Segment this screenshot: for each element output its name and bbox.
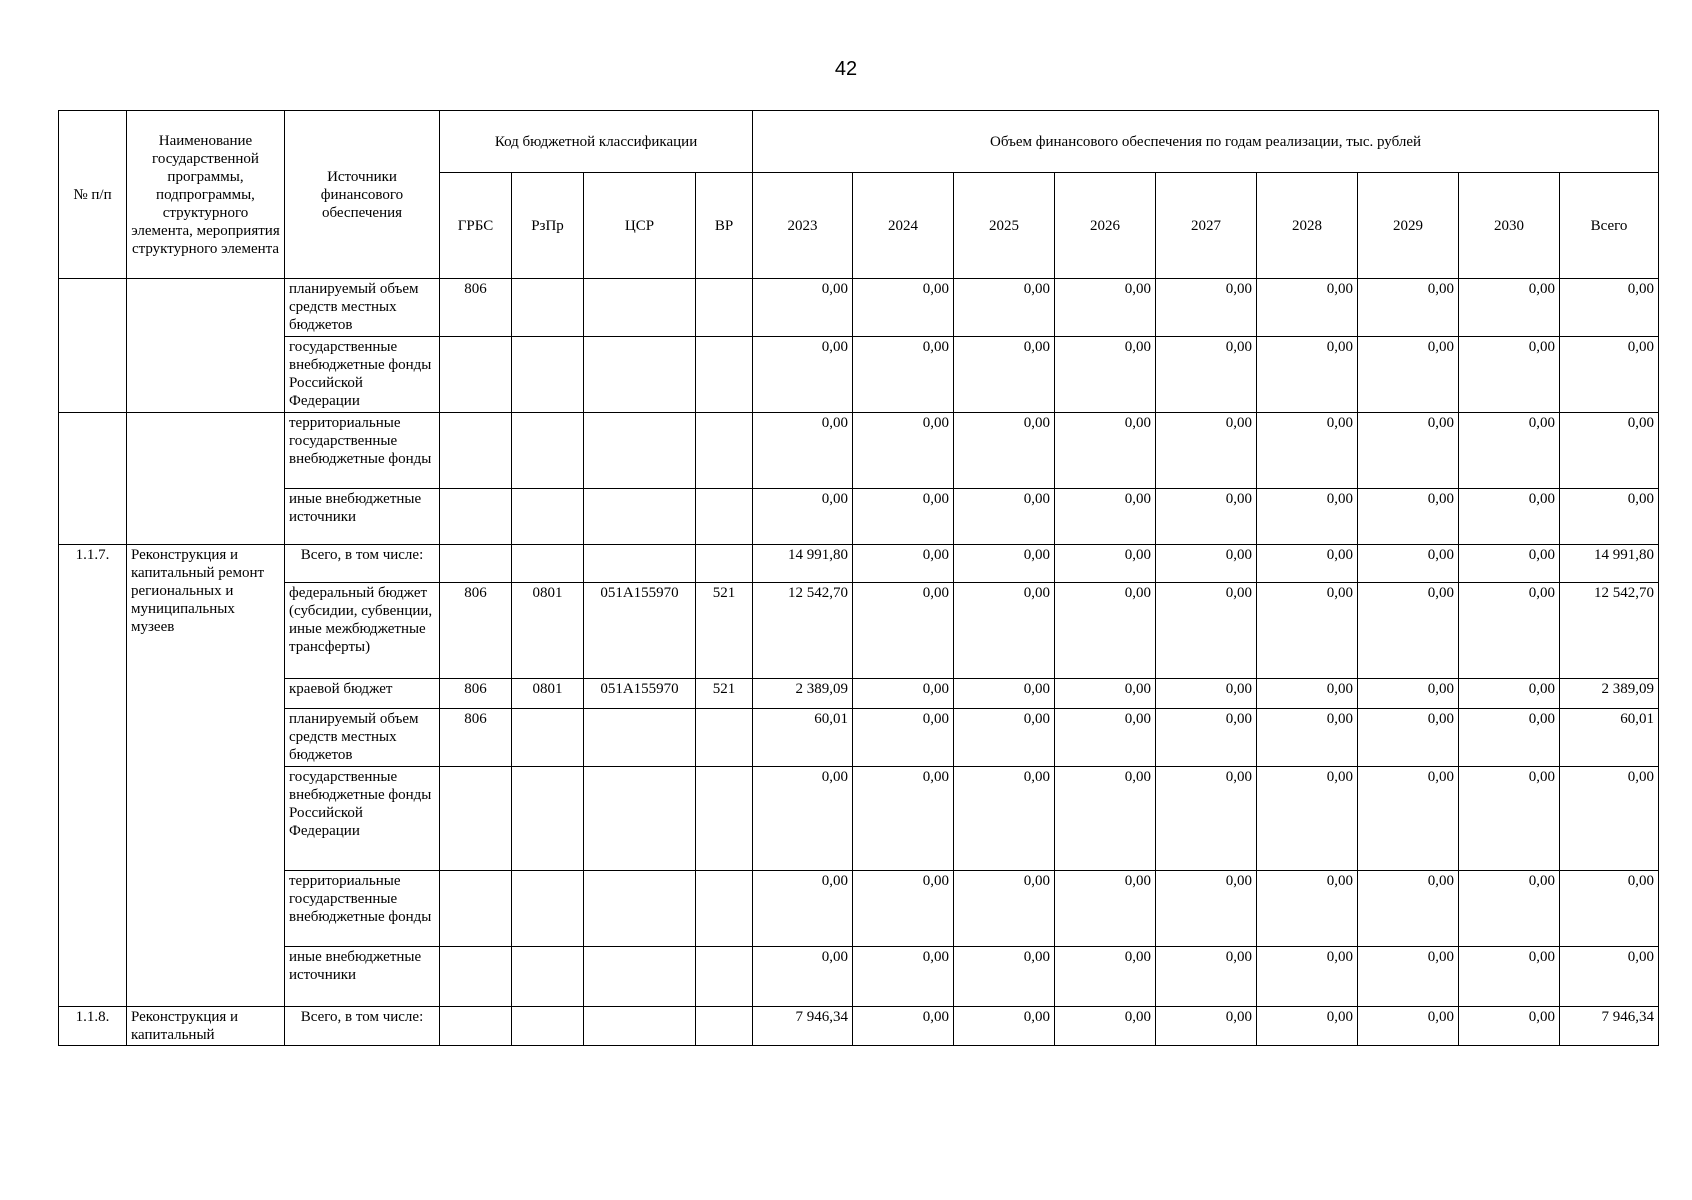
num-cell: [59, 279, 127, 413]
value-year-2027: 0,00: [1156, 583, 1257, 679]
value-year-2030: 0,00: [1459, 947, 1560, 1007]
header-year-2025: 2025: [954, 173, 1055, 279]
value-year-2027: 0,00: [1156, 413, 1257, 489]
value-year-2029: 0,00: [1358, 337, 1459, 413]
code-grbs: [440, 871, 512, 947]
value-year-2023: 0,00: [753, 489, 853, 545]
value-year-2027: 0,00: [1156, 947, 1257, 1007]
value-year-2026: 0,00: [1055, 767, 1156, 871]
num-cell: [59, 413, 127, 545]
funding-source: планируемый объем средств местных бюджетов: [285, 279, 440, 337]
value-year-2030: 0,00: [1459, 489, 1560, 545]
code-grbs: [440, 337, 512, 413]
value-year-2024: 0,00: [853, 709, 954, 767]
value-total: 2 389,09: [1560, 679, 1659, 709]
code-grbs: [440, 947, 512, 1007]
code-grbs: [440, 545, 512, 583]
value-year-2029: 0,00: [1358, 583, 1459, 679]
item-name: Реконструкция и капитальный: [127, 1007, 285, 1046]
value-year-2026: 0,00: [1055, 337, 1156, 413]
table-row: [59, 279, 1659, 337]
value-year-2027: 0,00: [1156, 767, 1257, 871]
header-grbs: ГРБС: [440, 173, 512, 279]
table-row: [59, 767, 1659, 871]
value-year-2023: 0,00: [753, 871, 853, 947]
code-rzpr: [512, 1007, 584, 1046]
value-year-2027: 0,00: [1156, 1007, 1257, 1046]
header-rzpr: РзПр: [512, 173, 584, 279]
value-year-2025: 0,00: [954, 709, 1055, 767]
code-rzpr: [512, 947, 584, 1007]
value-total: 0,00: [1560, 279, 1659, 337]
value-year-2029: 0,00: [1358, 871, 1459, 947]
table-row: [59, 871, 1659, 947]
code-rzpr: [512, 545, 584, 583]
funding-source: Всего, в том числе:: [285, 545, 440, 583]
header-source: Источники финансового обеспечения: [285, 111, 440, 279]
code-grbs: 806: [440, 679, 512, 709]
value-year-2024: 0,00: [853, 337, 954, 413]
funding-source: территориальные государственные внебюджетные фонды: [285, 413, 440, 489]
code-vr: [696, 767, 753, 871]
value-year-2027: 0,00: [1156, 871, 1257, 947]
value-total: 7 946,34: [1560, 1007, 1659, 1046]
code-vr: [696, 947, 753, 1007]
code-csr: [584, 279, 696, 337]
header-total: Всего: [1560, 173, 1659, 279]
value-year-2023: 2 389,09: [753, 679, 853, 709]
value-year-2028: 0,00: [1257, 489, 1358, 545]
table-row: [59, 413, 1659, 489]
value-year-2026: 0,00: [1055, 279, 1156, 337]
value-year-2028: 0,00: [1257, 545, 1358, 583]
value-total: 14 991,80: [1560, 545, 1659, 583]
value-year-2028: 0,00: [1257, 337, 1358, 413]
header-year-2024: 2024: [853, 173, 954, 279]
code-rzpr: [512, 489, 584, 545]
code-csr: [584, 709, 696, 767]
funding-source: краевой бюджет: [285, 679, 440, 709]
value-year-2025: 0,00: [954, 583, 1055, 679]
code-vr: [696, 871, 753, 947]
value-year-2024: 0,00: [853, 279, 954, 337]
header-num: № п/п: [59, 111, 127, 279]
value-year-2023: 0,00: [753, 279, 853, 337]
value-total: 0,00: [1560, 489, 1659, 545]
code-rzpr: 0801: [512, 583, 584, 679]
code-rzpr: 0801: [512, 679, 584, 709]
value-total: 0,00: [1560, 871, 1659, 947]
value-year-2024: 0,00: [853, 413, 954, 489]
value-year-2024: 0,00: [853, 545, 954, 583]
value-year-2024: 0,00: [853, 1007, 954, 1046]
value-year-2028: 0,00: [1257, 947, 1358, 1007]
value-total: 0,00: [1560, 767, 1659, 871]
value-year-2030: 0,00: [1459, 337, 1560, 413]
code-vr: [696, 709, 753, 767]
code-csr: 051A155970: [584, 583, 696, 679]
header-year-2028: 2028: [1257, 173, 1358, 279]
value-year-2026: 0,00: [1055, 709, 1156, 767]
table-row: [59, 583, 1659, 679]
value-total: 12 542,70: [1560, 583, 1659, 679]
value-year-2027: 0,00: [1156, 709, 1257, 767]
value-year-2028: 0,00: [1257, 871, 1358, 947]
value-year-2029: 0,00: [1358, 413, 1459, 489]
value-year-2030: 0,00: [1459, 871, 1560, 947]
funding-source: иные внебюджетные источники: [285, 947, 440, 1007]
header-year-2023: 2023: [753, 173, 853, 279]
value-year-2025: 0,00: [954, 679, 1055, 709]
funding-source: государственные внебюджетные фонды Российской Федерации: [285, 767, 440, 871]
code-vr: [696, 413, 753, 489]
value-year-2029: 0,00: [1358, 545, 1459, 583]
code-vr: 521: [696, 679, 753, 709]
value-year-2023: 0,00: [753, 947, 853, 1007]
funding-source: федеральный бюджет (субсидии, субвенции, иные межбюджетные трансферты): [285, 583, 440, 679]
value-year-2026: 0,00: [1055, 583, 1156, 679]
code-csr: [584, 1007, 696, 1046]
code-csr: [584, 489, 696, 545]
code-rzpr: [512, 871, 584, 947]
table-row: [59, 337, 1659, 413]
code-vr: [696, 279, 753, 337]
value-year-2023: 7 946,34: [753, 1007, 853, 1046]
code-grbs: [440, 1007, 512, 1046]
code-csr: 051A155970: [584, 679, 696, 709]
value-year-2026: 0,00: [1055, 545, 1156, 583]
value-year-2025: 0,00: [954, 545, 1055, 583]
value-year-2025: 0,00: [954, 337, 1055, 413]
value-year-2026: 0,00: [1055, 679, 1156, 709]
code-grbs: [440, 767, 512, 871]
value-year-2028: 0,00: [1257, 279, 1358, 337]
value-year-2029: 0,00: [1358, 489, 1459, 545]
value-year-2028: 0,00: [1257, 679, 1358, 709]
header-vr: ВР: [696, 173, 753, 279]
funding-source: иные внебюджетные источники: [285, 489, 440, 545]
value-year-2028: 0,00: [1257, 583, 1358, 679]
code-grbs: 806: [440, 583, 512, 679]
value-year-2029: 0,00: [1358, 947, 1459, 1007]
value-year-2025: 0,00: [954, 489, 1055, 545]
value-year-2027: 0,00: [1156, 279, 1257, 337]
page-number: 42: [834, 58, 858, 80]
header-name: Наименование государственной программы, подпрограммы, структурного элемента, мероприятия структурного элемента: [127, 111, 285, 279]
table-row: [59, 489, 1659, 545]
value-total: 0,00: [1560, 947, 1659, 1007]
header-year-2027: 2027: [1156, 173, 1257, 279]
code-vr: [696, 545, 753, 583]
value-year-2025: 0,00: [954, 947, 1055, 1007]
value-year-2026: 0,00: [1055, 413, 1156, 489]
value-year-2026: 0,00: [1055, 1007, 1156, 1046]
value-year-2024: 0,00: [853, 679, 954, 709]
value-year-2027: 0,00: [1156, 679, 1257, 709]
code-rzpr: [512, 337, 584, 413]
table-row: [59, 1007, 1659, 1046]
value-year-2023: 0,00: [753, 767, 853, 871]
table-row: [59, 709, 1659, 767]
funding-source: Всего, в том числе:: [285, 1007, 440, 1046]
value-year-2024: 0,00: [853, 871, 954, 947]
value-year-2024: 0,00: [853, 489, 954, 545]
value-year-2025: 0,00: [954, 1007, 1055, 1046]
header-year-2030: 2030: [1459, 173, 1560, 279]
value-year-2025: 0,00: [954, 279, 1055, 337]
table-row: [59, 545, 1659, 583]
value-year-2026: 0,00: [1055, 489, 1156, 545]
value-year-2030: 0,00: [1459, 1007, 1560, 1046]
value-year-2027: 0,00: [1156, 337, 1257, 413]
value-year-2024: 0,00: [853, 583, 954, 679]
value-year-2028: 0,00: [1257, 413, 1358, 489]
value-year-2030: 0,00: [1459, 709, 1560, 767]
code-vr: 521: [696, 583, 753, 679]
value-year-2029: 0,00: [1358, 279, 1459, 337]
item-number: 1.1.8.: [59, 1007, 127, 1046]
value-year-2027: 0,00: [1156, 545, 1257, 583]
code-vr: [696, 489, 753, 545]
code-grbs: [440, 413, 512, 489]
value-year-2024: 0,00: [853, 947, 954, 1007]
value-year-2026: 0,00: [1055, 871, 1156, 947]
code-grbs: [440, 489, 512, 545]
value-year-2023: 12 542,70: [753, 583, 853, 679]
item-number: 1.1.7.: [59, 545, 127, 1007]
code-csr: [584, 947, 696, 1007]
code-csr: [584, 413, 696, 489]
value-year-2025: 0,00: [954, 871, 1055, 947]
value-year-2025: 0,00: [954, 413, 1055, 489]
header-csr: ЦСР: [584, 173, 696, 279]
funding-source: территориальные государственные внебюджетные фонды: [285, 871, 440, 947]
header-budget-code: Код бюджетной классификации: [440, 111, 753, 173]
value-total: 0,00: [1560, 413, 1659, 489]
code-csr: [584, 767, 696, 871]
value-year-2023: 0,00: [753, 413, 853, 489]
value-year-2029: 0,00: [1358, 1007, 1459, 1046]
code-rzpr: [512, 279, 584, 337]
value-year-2030: 0,00: [1459, 679, 1560, 709]
header-year-2026: 2026: [1055, 173, 1156, 279]
code-rzpr: [512, 709, 584, 767]
value-year-2030: 0,00: [1459, 545, 1560, 583]
header-year-2029: 2029: [1358, 173, 1459, 279]
header-funding-by-year: Объем финансового обеспечения по годам реализации, тыс. рублей: [753, 111, 1659, 173]
value-year-2030: 0,00: [1459, 279, 1560, 337]
financing-table: [58, 110, 1659, 1046]
value-year-2023: 14 991,80: [753, 545, 853, 583]
table-row: [59, 679, 1659, 709]
value-year-2028: 0,00: [1257, 1007, 1358, 1046]
value-year-2023: 0,00: [753, 337, 853, 413]
table-row: [59, 947, 1659, 1007]
item-name: Реконструкция и капитальный ремонт региональных и муниципальных музеев: [127, 545, 285, 1007]
value-year-2030: 0,00: [1459, 583, 1560, 679]
code-vr: [696, 1007, 753, 1046]
value-year-2024: 0,00: [853, 767, 954, 871]
value-year-2027: 0,00: [1156, 489, 1257, 545]
code-csr: [584, 337, 696, 413]
value-year-2029: 0,00: [1358, 709, 1459, 767]
value-year-2023: 60,01: [753, 709, 853, 767]
value-year-2030: 0,00: [1459, 767, 1560, 871]
value-year-2028: 0,00: [1257, 767, 1358, 871]
code-csr: [584, 545, 696, 583]
value-year-2029: 0,00: [1358, 679, 1459, 709]
value-year-2028: 0,00: [1257, 709, 1358, 767]
value-year-2029: 0,00: [1358, 767, 1459, 871]
value-year-2026: 0,00: [1055, 947, 1156, 1007]
code-rzpr: [512, 767, 584, 871]
code-grbs: 806: [440, 709, 512, 767]
funding-source: планируемый объем средств местных бюджетов: [285, 709, 440, 767]
code-rzpr: [512, 413, 584, 489]
name-cell: [127, 413, 285, 545]
code-vr: [696, 337, 753, 413]
code-grbs: 806: [440, 279, 512, 337]
value-total: 60,01: [1560, 709, 1659, 767]
value-year-2025: 0,00: [954, 767, 1055, 871]
funding-source: государственные внебюджетные фонды Российской Федерации: [285, 337, 440, 413]
value-total: 0,00: [1560, 337, 1659, 413]
value-year-2030: 0,00: [1459, 413, 1560, 489]
name-cell: [127, 279, 285, 413]
code-csr: [584, 871, 696, 947]
